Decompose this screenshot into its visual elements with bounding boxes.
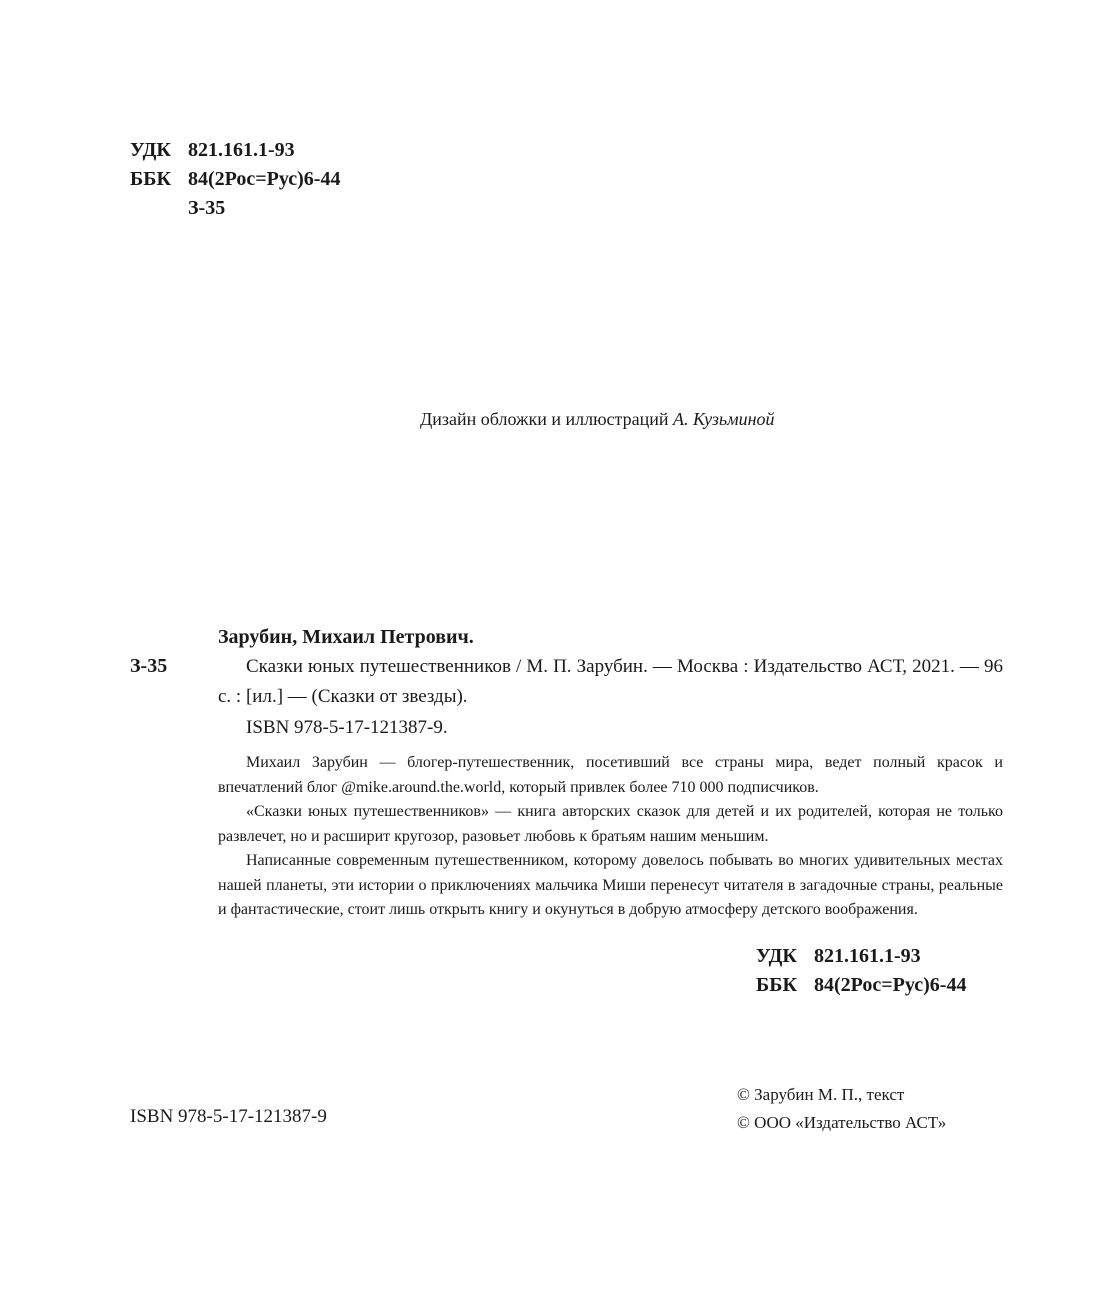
annotation (218, 751, 1003, 923)
author-mark-top: З-35 (188, 197, 226, 219)
author-mark: З-35 (130, 655, 168, 677)
udk-label: УДК (756, 945, 797, 967)
udk-row (130, 136, 340, 165)
bbk-label: ББК (756, 974, 797, 996)
isbn-footer: ISBN 978-5-17-121387-9 (130, 1106, 327, 1127)
classification-codes-bottom (756, 942, 966, 1000)
bbk-value: 84(2Рос=Рус)6-44 (188, 168, 341, 190)
copyright-line: © Зарубин М. П., текст (737, 1085, 905, 1104)
record-isbn: ISBN 978-5-17-121387-9. (246, 717, 448, 738)
classification-codes-top (130, 136, 340, 223)
udk-value: 821.161.1-93 (814, 945, 921, 967)
credit-text: Дизайн обложки и иллюстраций (420, 409, 673, 429)
bbk-label: ББК (130, 168, 171, 190)
bbk-value: 84(2Рос=Рус)6-44 (814, 974, 967, 996)
annotation-paragraph: Написанные современным путешественником, которому довелось побывать во многих удивительных местах нашей планеты, эти истории о приключениях мальчика Миши перенесут читателя в загадочные страны, реальные и фантастические, стоит лишь открыть книгу и окунуться в добрую атмосферу детского воображения. (218, 852, 1003, 918)
annotation-paragraph: Михаил Зарубин — блогер-путешественник, посетивший все страны мира, ведет полный красок и впечатлений блог @mike.around.the.world, который привлек более 710 000 подписчиков. (218, 754, 1003, 796)
annotation-paragraph: «Сказки юных путешественников» — книга авторских сказок для детей и их родителей, которая не только развлечет, но и расширит кругозор, разовьет любовь к братьям нашим меньшим. (218, 803, 1003, 845)
title-description: Сказки юных путешественников / М. П. Зарубин. — Москва : Издательство АСТ, 2021. — 96 с. : [ил.] — (Сказки от звезды). (218, 656, 1003, 707)
bbk-row (756, 971, 966, 1000)
bibliographic-record (218, 622, 1003, 923)
author-heading: Зарубин, Михаил Петрович. (218, 626, 474, 648)
copyright-line: © ООО «Издательство АСТ» (737, 1113, 947, 1132)
udk-row (756, 942, 966, 971)
bbk-row (130, 165, 340, 194)
credit-name: А. Кузьминой (672, 409, 775, 429)
cover-design-credit (420, 409, 775, 430)
copyright-notice (737, 1081, 946, 1137)
udk-value: 821.161.1-93 (188, 139, 295, 161)
udk-label: УДК (130, 139, 171, 161)
